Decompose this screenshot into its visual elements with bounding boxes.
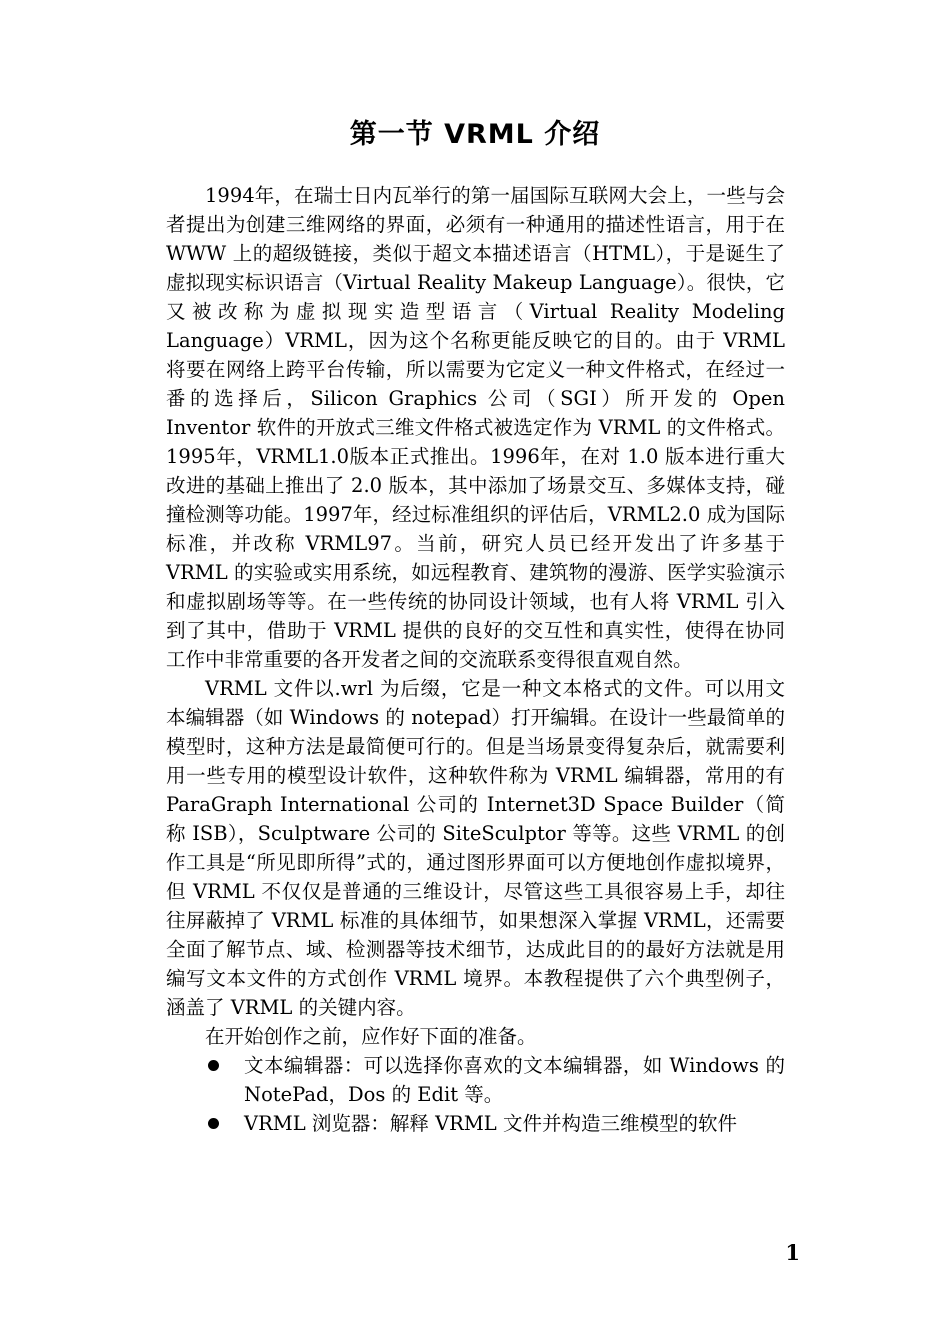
paragraph-preparation: 在开始创作之前，应作好下面的准备。: [205, 1025, 537, 1048]
bullet-icon: [208, 1060, 219, 1071]
bullet-icon: [208, 1118, 219, 1129]
list-item: [166, 1051, 785, 1109]
list-item-text: VRML 浏览器：解释 VRML 文件并构造三维模型的软件: [244, 1112, 737, 1135]
section-title: 第一节 VRML 介绍: [349, 119, 601, 150]
list-item: [166, 1109, 785, 1138]
paragraph-file-format: VRML 文件以.wrl 为后缀，它是一种文本格式的文件。可以用文本编辑器（如 Windows 的 notepad）打开编辑。在设计一些最简单的模型时，这种方法是最简便可行的。但是当场景变得复杂后，就需要利用一些专用的模型设计软件，这种软件称为 VRML 编辑器，常用的有 ParaGraph International 公司的 Internet3D Space Builder（简称 ISB），Sculptware 公司的 SiteSculptor 等等。这些 VRML 的创作工具是“所见即所得”式的，通过图形界面可以方便地创作虚拟境界，但 VRML 不仅仅是普通的三维设计，尽管这些工具很容易上手，却往往屏蔽掉了 VRML 标准的具体细节，如果想深入掌握 VRML，还需要全面了解节点、域、检测器等技术细节，达成此目的的最好方法就是用编写文本文件的方式创作 VRML 境界。本教程提供了六个典型例子，涵盖了 VRML 的关键内容。: [166, 677, 785, 1019]
page-number: 1: [785, 1240, 800, 1265]
preparation-list: [166, 1051, 785, 1138]
body-text: [166, 181, 785, 1138]
list-item-text: 文本编辑器：可以选择你喜欢的文本编辑器，如 Windows 的 NotePad，Dos 的 Edit 等。: [244, 1054, 785, 1106]
paragraph-history: 1994年，在瑞士日内瓦举行的第一届国际互联网大会上，一些与会者提出为创建三维网络的界面，必须有一种通用的描述性语言，用于在 WWW 上的超级链接，类似于超文本描述语言（HTML），于是诞生了虚拟现实标识语言（Virtual Reality Makeup Language）。很快，它又被改称为虚拟现实造型语言（Virtual Reality Modeling Language）VRML，因为这个名称更能反映它的目的。由于 VRML 将要在网络上跨平台传输，所以需要为它定义一种文件格式，在经过一番的选择后，Silicon Graphics 公司（SGI）所开发的 Open Inventor 软件的开放式三维文件格式被选定作为 VRML 的文件格式。1995年，VRML1.0版本正式推出。1996年，在对 1.0 版本进行重大改进的基础上推出了 2.0 版本，其中添加了场景交互、多媒体支持，碰撞检测等功能。1997年，经过标准组织的评估后，VRML2.0 成为国际标准，并改称 VRML97。当前，研究人员已经开发出了许多基于 VRML 的实验或实用系统，如远程教育、建筑物的漫游、医学实验演示和虚拟剧场等等。在一些传统的协同设计领域，也有人将 VRML 引入到了其中，借助于 VRML 提供的良好的交互性和真实性，使得在协同工作中非常重要的各开发者之间的交流联系变得很直观自然。: [166, 184, 785, 671]
